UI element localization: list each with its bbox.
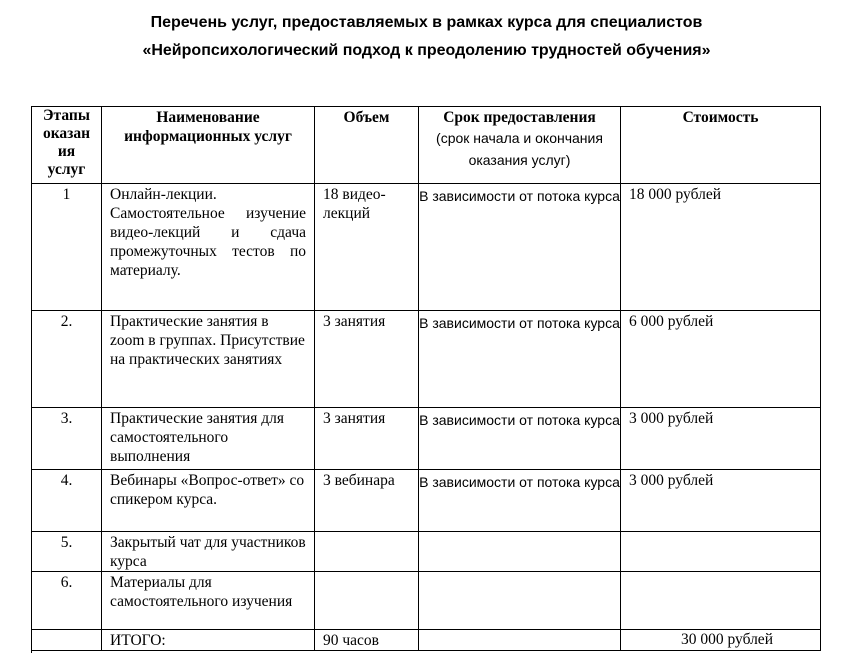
row-service-name: Практические занятия для самостоятельного выполнения: [102, 408, 315, 470]
row-volume: [315, 532, 419, 572]
header-term-subtitle: оказания услуг): [468, 152, 571, 168]
row-cost: 18 000 рублей: [621, 184, 821, 311]
table-row: [32, 311, 821, 408]
table-header-row: [32, 107, 821, 184]
row-service-name: Закрытый чат для участников курса: [102, 532, 315, 572]
header-term-subtitle: (срок начала и окончания: [436, 130, 603, 146]
total-empty-cell: [32, 630, 102, 651]
header-stage: [32, 107, 102, 184]
header-volume: Объем: [315, 107, 419, 184]
row-number: 2.: [32, 311, 102, 408]
row-number: 5.: [32, 532, 102, 572]
row-term: В зависимости от потока курса: [419, 184, 621, 311]
header-name-line: информационных услуг: [124, 128, 292, 145]
row-cost: 3 000 рублей: [621, 408, 821, 470]
row-cost: [621, 572, 821, 630]
row-number: 3.: [32, 408, 102, 470]
table-row: [32, 470, 821, 532]
row-service-name: Материалы для самостоятельного изучения: [102, 572, 315, 630]
row-number: 1: [32, 184, 102, 311]
header-stage-line: ия: [57, 143, 76, 160]
total-volume: 90 часов: [315, 630, 419, 651]
header-stage-line: Этапы: [43, 107, 90, 124]
row-volume: 3 вебинара: [315, 470, 419, 532]
row-cost: [621, 532, 821, 572]
header-name: [102, 107, 315, 184]
row-service-name: Практические занятия в zoom в группах. Присутствие на практических занятиях: [102, 311, 315, 408]
header-name-line: Наименование: [156, 109, 260, 126]
row-volume: 3 занятия: [315, 408, 419, 470]
row-term: В зависимости от потока курса: [419, 408, 621, 470]
row-number: 6.: [32, 572, 102, 630]
document-title-line-1: Перечень услуг, предоставляемых в рамках курса для специалистов: [150, 14, 703, 31]
row-cost: 6 000 рублей: [621, 311, 821, 408]
header-term: [419, 107, 621, 184]
row-service-name: Вебинары «Вопрос-ответ» со спикером курса.: [102, 470, 315, 532]
row-cost: 3 000 рублей: [621, 470, 821, 532]
header-cost: Стоимость: [621, 107, 821, 184]
header-stage-line: услуг: [47, 161, 86, 178]
total-label: ИТОГО:: [102, 630, 315, 651]
row-volume: 18 видео-лекций: [315, 184, 419, 311]
document-title-line-2: «Нейропсихологический подход к преодолению трудностей обучения»: [142, 42, 711, 59]
row-service-name: Онлайн-лекции. Самостоятельное изучение видео-лекций и сдача промежуточных тестов по материалу.: [102, 184, 315, 311]
services-table: [31, 106, 821, 651]
row-volume: [315, 572, 419, 630]
total-cost: 30 000 рублей: [621, 630, 821, 651]
table-row: [32, 184, 821, 311]
row-number: 4.: [32, 470, 102, 532]
page-edge-line: [31, 646, 32, 653]
table-row: [32, 532, 821, 572]
row-term: В зависимости от потока курса: [419, 470, 621, 532]
header-stage-line: оказан: [42, 125, 91, 142]
row-term: В зависимости от потока курса: [419, 311, 621, 408]
table-row: [32, 572, 821, 630]
row-volume: 3 занятия: [315, 311, 419, 408]
table-row: [32, 408, 821, 470]
total-term-empty: [419, 630, 621, 651]
row-term: [419, 572, 621, 630]
table-total-row: [32, 630, 821, 651]
header-term-title: Срок предоставления: [443, 109, 596, 126]
row-term: [419, 532, 621, 572]
